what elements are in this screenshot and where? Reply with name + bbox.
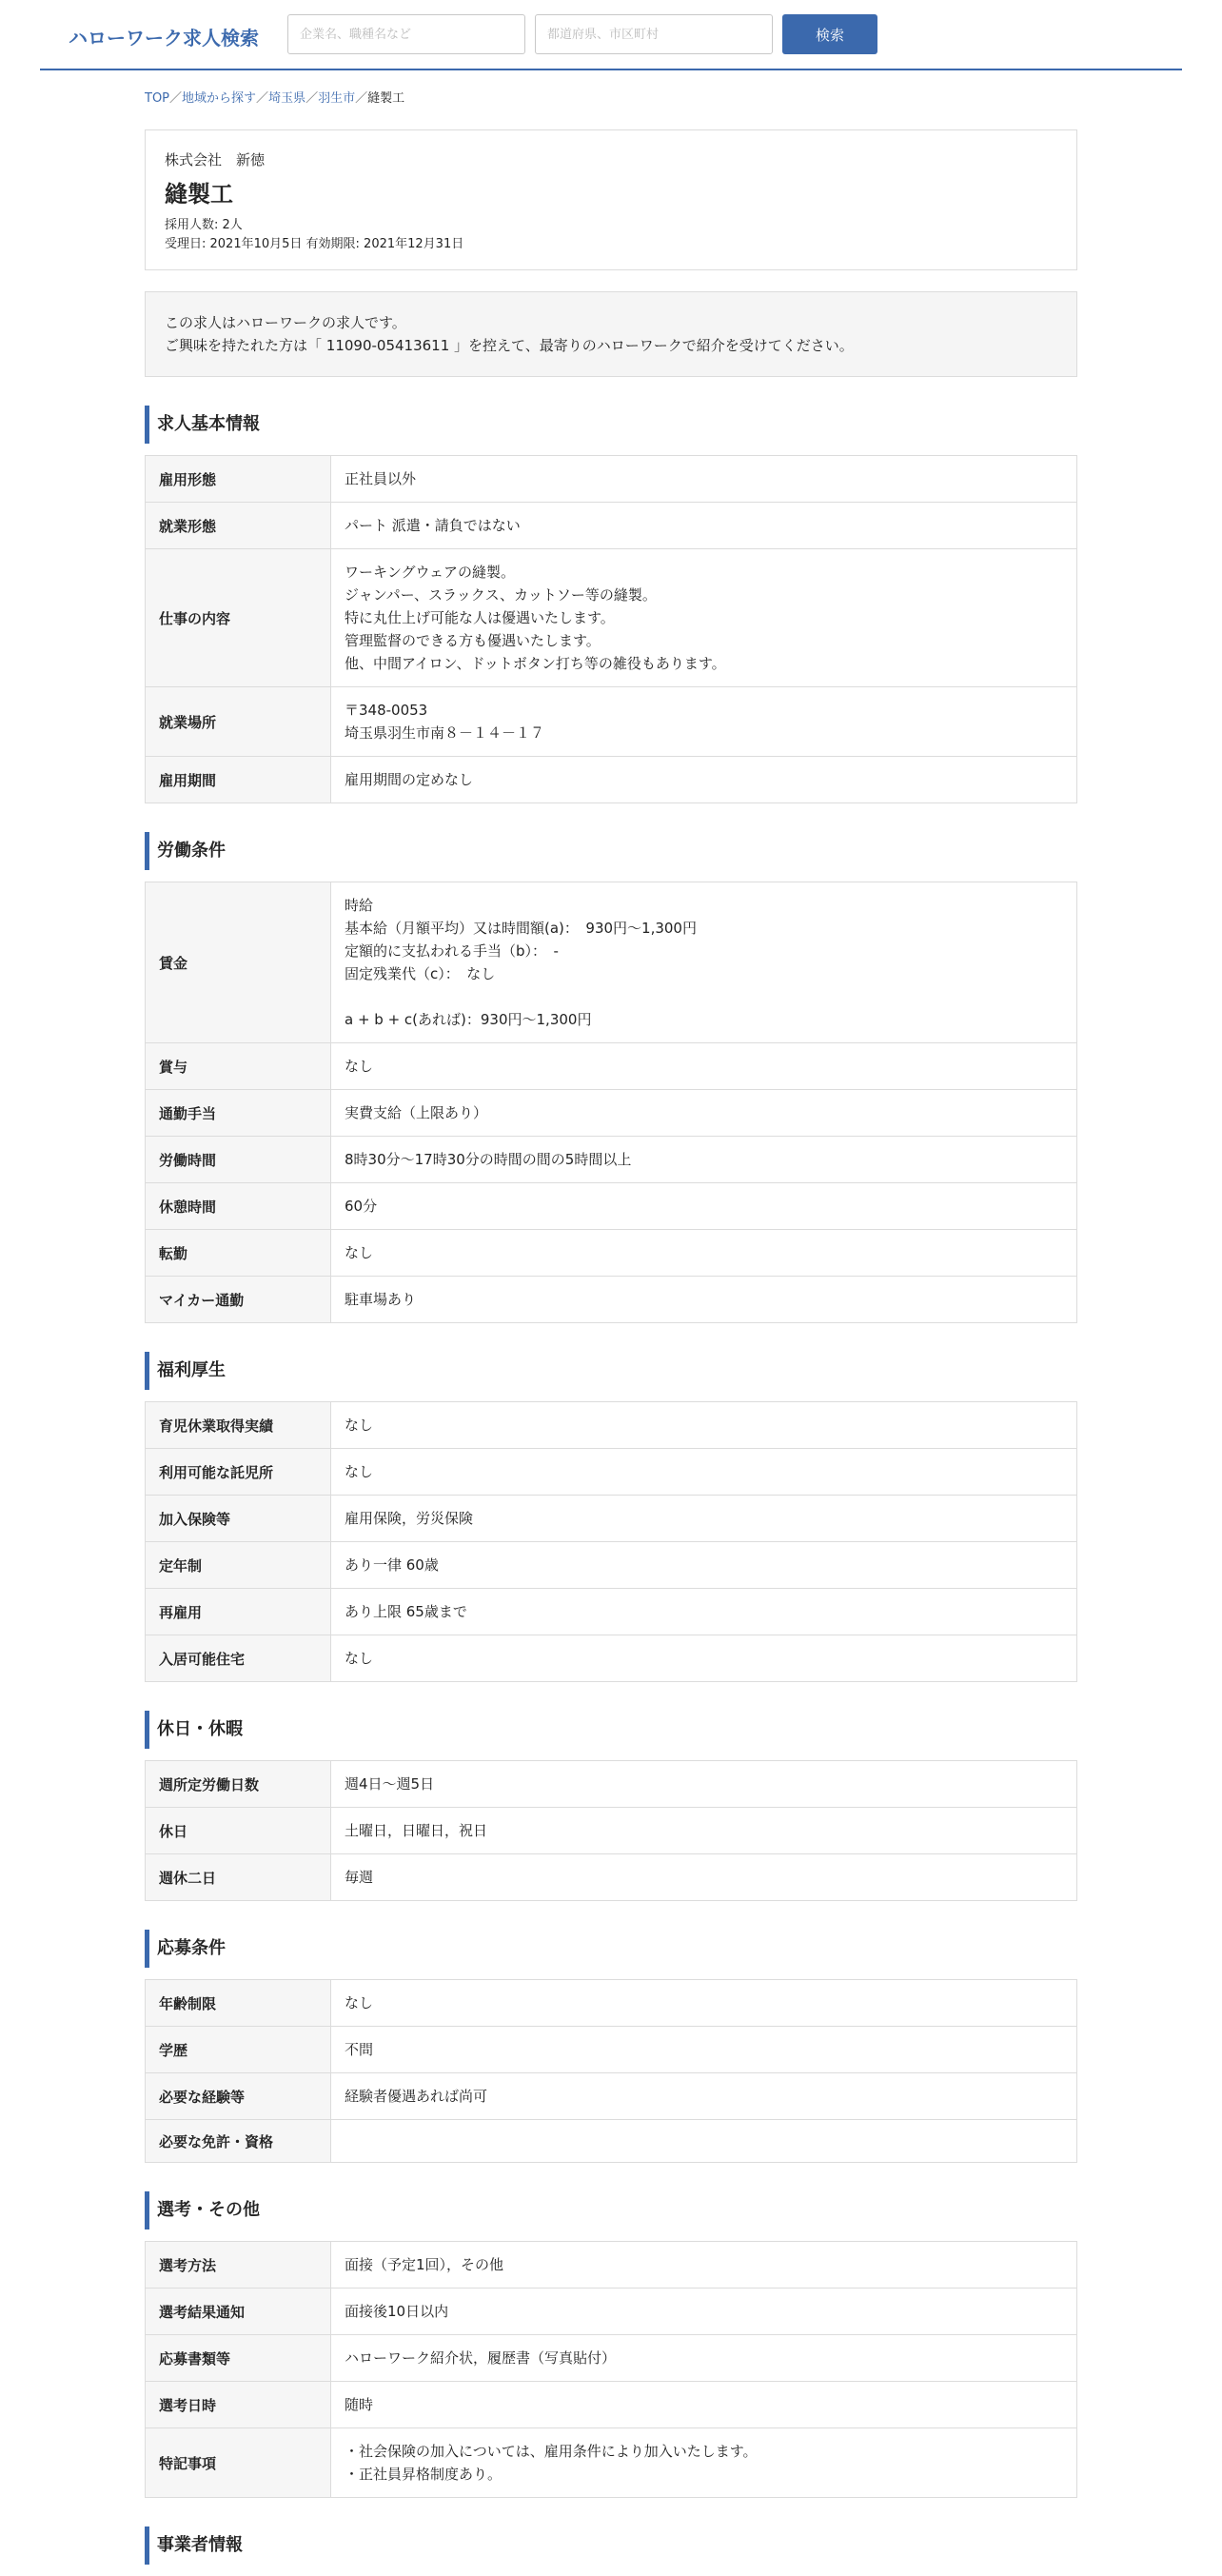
row-value: ハローワーク紹介状，履歴書（写真貼付） — [331, 2335, 1077, 2382]
info-table — [145, 1979, 1077, 2163]
table-row — [146, 1589, 1077, 1635]
row-label: 雇用形態 — [146, 456, 331, 503]
company-name: 株式会社 新徳 — [165, 151, 266, 168]
row-label: 休憩時間 — [146, 1183, 331, 1230]
table-row — [146, 1496, 1077, 1542]
hires-count: 採用人数: 2人 — [165, 218, 243, 232]
row-value: 時給 基本給（月額平均）又は時間額(a)： 930円〜1,300円 定額的に支払われる手当（b）： - 固定残業代（c）： なし a + b + c(あれば)：930円〜1,300円 — [331, 882, 1077, 1043]
row-label: 必要な免許・資格 — [146, 2120, 331, 2163]
row-value: 60分 — [331, 1183, 1077, 1230]
section — [145, 2526, 1077, 2565]
breadcrumb-link-prefecture[interactable]: 埼玉県 — [268, 91, 306, 106]
row-label: 雇用期間 — [146, 757, 331, 803]
row-label: 年齢制限 — [146, 1980, 331, 2027]
row-value: 駐車場あり — [331, 1277, 1077, 1323]
table-row — [146, 1542, 1077, 1589]
row-value: 随時 — [331, 2382, 1077, 2428]
location-search-input[interactable] — [535, 14, 773, 54]
section — [145, 1711, 1077, 1901]
section-title: 求人基本情報 — [145, 406, 1077, 444]
breadcrumb-separator: ／ — [306, 91, 319, 106]
row-label: 再雇用 — [146, 1589, 331, 1635]
row-label: 学歴 — [146, 2027, 331, 2073]
row-value: 面接（予定1回），その他 — [331, 2242, 1077, 2289]
info-table — [145, 2241, 1077, 2498]
breadcrumb-separator: ／ — [355, 91, 368, 106]
row-value: あり上限 65歳まで — [331, 1589, 1077, 1635]
table-row — [146, 1090, 1077, 1137]
breadcrumb — [145, 88, 1077, 110]
breadcrumb-separator: ／ — [169, 91, 183, 106]
row-value — [331, 2120, 1077, 2163]
table-row — [146, 1137, 1077, 1183]
row-label: 選考方法 — [146, 2242, 331, 2289]
row-label: マイカー通勤 — [146, 1277, 331, 1323]
table-row — [146, 456, 1077, 503]
table-row — [146, 1980, 1077, 2027]
table-row — [146, 2073, 1077, 2120]
row-value: 正社員以外 — [331, 456, 1077, 503]
table-row — [146, 1043, 1077, 1090]
row-value: なし — [331, 1980, 1077, 2027]
section-title: 労働条件 — [145, 832, 1077, 870]
row-value: 実費支給（上限あり） — [331, 1090, 1077, 1137]
row-value: 8時30分〜17時30分の時間の間の5時間以上 — [331, 1137, 1077, 1183]
breadcrumb-current: 縫製工 — [367, 91, 405, 106]
table-row — [146, 2027, 1077, 2073]
table-row — [146, 1402, 1077, 1449]
table-row — [146, 503, 1077, 549]
row-label: 選考結果通知 — [146, 2289, 331, 2335]
row-value: ワーキングウェアの縫製。 ジャンパー、スラックス、カットソー等の縫製。 特に丸仕上げ可能な人は優遇いたします。 管理監督のできる方も優遇いたします。 他、中間アイロン、ドットボタン打ち等の雑役もあります。 — [331, 549, 1077, 687]
table-row — [146, 1183, 1077, 1230]
search-button[interactable]: 検索 — [782, 14, 877, 54]
row-value: なし — [331, 1043, 1077, 1090]
row-value: 毎週 — [331, 1854, 1077, 1901]
table-row — [146, 1808, 1077, 1854]
main-content — [145, 88, 1077, 2576]
row-value: 土曜日，日曜日，祝日 — [331, 1808, 1077, 1854]
section — [145, 832, 1077, 1323]
job-title: 縫製工 — [165, 181, 233, 208]
table-row — [146, 1761, 1077, 1808]
row-value: なし — [331, 1402, 1077, 1449]
row-value: 雇用期間の定めなし — [331, 757, 1077, 803]
job-summary-card — [145, 129, 1077, 270]
row-value: ・社会保険の加入については、雇用条件により加入いたします。 ・正社員昇格制度あり。 — [331, 2428, 1077, 2498]
section-title: 休日・休暇 — [145, 1711, 1077, 1749]
breadcrumb-link-top[interactable]: TOP — [145, 91, 170, 106]
row-value: 経験者優遇あれば尚可 — [331, 2073, 1077, 2120]
breadcrumb-link-city[interactable]: 羽生市 — [318, 91, 356, 106]
row-label: 就業場所 — [146, 687, 331, 757]
posting-dates: 受理日: 2021年10月5日 有効期限: 2021年12月31日 — [165, 237, 464, 251]
row-label: 入居可能住宅 — [146, 1635, 331, 1682]
row-value: パート 派遣・請負ではない — [331, 503, 1077, 549]
row-label: 育児休業取得実績 — [146, 1402, 331, 1449]
row-label: 通勤手当 — [146, 1090, 331, 1137]
breadcrumb-separator: ／ — [256, 91, 269, 106]
row-label: 週所定労働日数 — [146, 1761, 331, 1808]
row-value: 不問 — [331, 2027, 1077, 2073]
row-label: 休日 — [146, 1808, 331, 1854]
row-label: 労働時間 — [146, 1137, 331, 1183]
row-label: 利用可能な託児所 — [146, 1449, 331, 1496]
breadcrumb-link-region[interactable]: 地域から探す — [182, 91, 257, 106]
section-title: 選考・その他 — [145, 2191, 1077, 2229]
row-value: あり一律 60歳 — [331, 1542, 1077, 1589]
job-detail-sections — [145, 406, 1077, 2565]
table-row — [146, 2335, 1077, 2382]
site-logo[interactable]: ハローワーク求人検索 — [69, 27, 259, 50]
info-table — [145, 455, 1077, 803]
table-row — [146, 1854, 1077, 1901]
row-label: 定年制 — [146, 1542, 331, 1589]
row-value: 面接後10日以内 — [331, 2289, 1077, 2335]
notice-line: ご興味を持たれた方は「 11090-05413611 」を控えて、最寄りのハローワークで紹介を受けてください。 — [165, 337, 854, 354]
table-row — [146, 1449, 1077, 1496]
row-label: 特記事項 — [146, 2428, 331, 2498]
section — [145, 1352, 1077, 1682]
row-label: 仕事の内容 — [146, 549, 331, 687]
info-table — [145, 1401, 1077, 1682]
table-row — [146, 1277, 1077, 1323]
section — [145, 2191, 1077, 2498]
table-row — [146, 1230, 1077, 1277]
table-row — [146, 1635, 1077, 1682]
row-value: なし — [331, 1635, 1077, 1682]
table-row — [146, 2289, 1077, 2335]
section — [145, 406, 1077, 803]
section-title: 事業者情報 — [145, 2526, 1077, 2565]
section-title: 福利厚生 — [145, 1352, 1077, 1390]
table-row — [146, 2242, 1077, 2289]
table-row — [146, 687, 1077, 757]
row-label: 選考日時 — [146, 2382, 331, 2428]
section — [145, 1930, 1077, 2163]
row-value: 雇用保険，労災保険 — [331, 1496, 1077, 1542]
row-label: 賃金 — [146, 882, 331, 1043]
row-label: 応募書類等 — [146, 2335, 331, 2382]
site-header — [40, 0, 1182, 70]
notice-line: この求人はハローワークの求人です。 — [165, 314, 406, 331]
row-label: 就業形態 — [146, 503, 331, 549]
table-row — [146, 549, 1077, 687]
row-label: 週休二日 — [146, 1854, 331, 1901]
table-row — [146, 2120, 1077, 2163]
table-row — [146, 2428, 1077, 2498]
table-row — [146, 882, 1077, 1043]
hellowork-notice — [145, 291, 1077, 377]
row-value: なし — [331, 1449, 1077, 1496]
keyword-search-input[interactable] — [287, 14, 525, 54]
info-table — [145, 1760, 1077, 1901]
section-title: 応募条件 — [145, 1930, 1077, 1968]
row-value: 〒348-0053 埼玉県羽生市南８－１４－１７ — [331, 687, 1077, 757]
row-label: 賞与 — [146, 1043, 331, 1090]
row-value: なし — [331, 1230, 1077, 1277]
table-row — [146, 2382, 1077, 2428]
info-table — [145, 882, 1077, 1323]
table-row — [146, 757, 1077, 803]
row-label: 加入保険等 — [146, 1496, 331, 1542]
row-value: 週4日〜週5日 — [331, 1761, 1077, 1808]
row-label: 転勤 — [146, 1230, 331, 1277]
row-label: 必要な経験等 — [146, 2073, 331, 2120]
